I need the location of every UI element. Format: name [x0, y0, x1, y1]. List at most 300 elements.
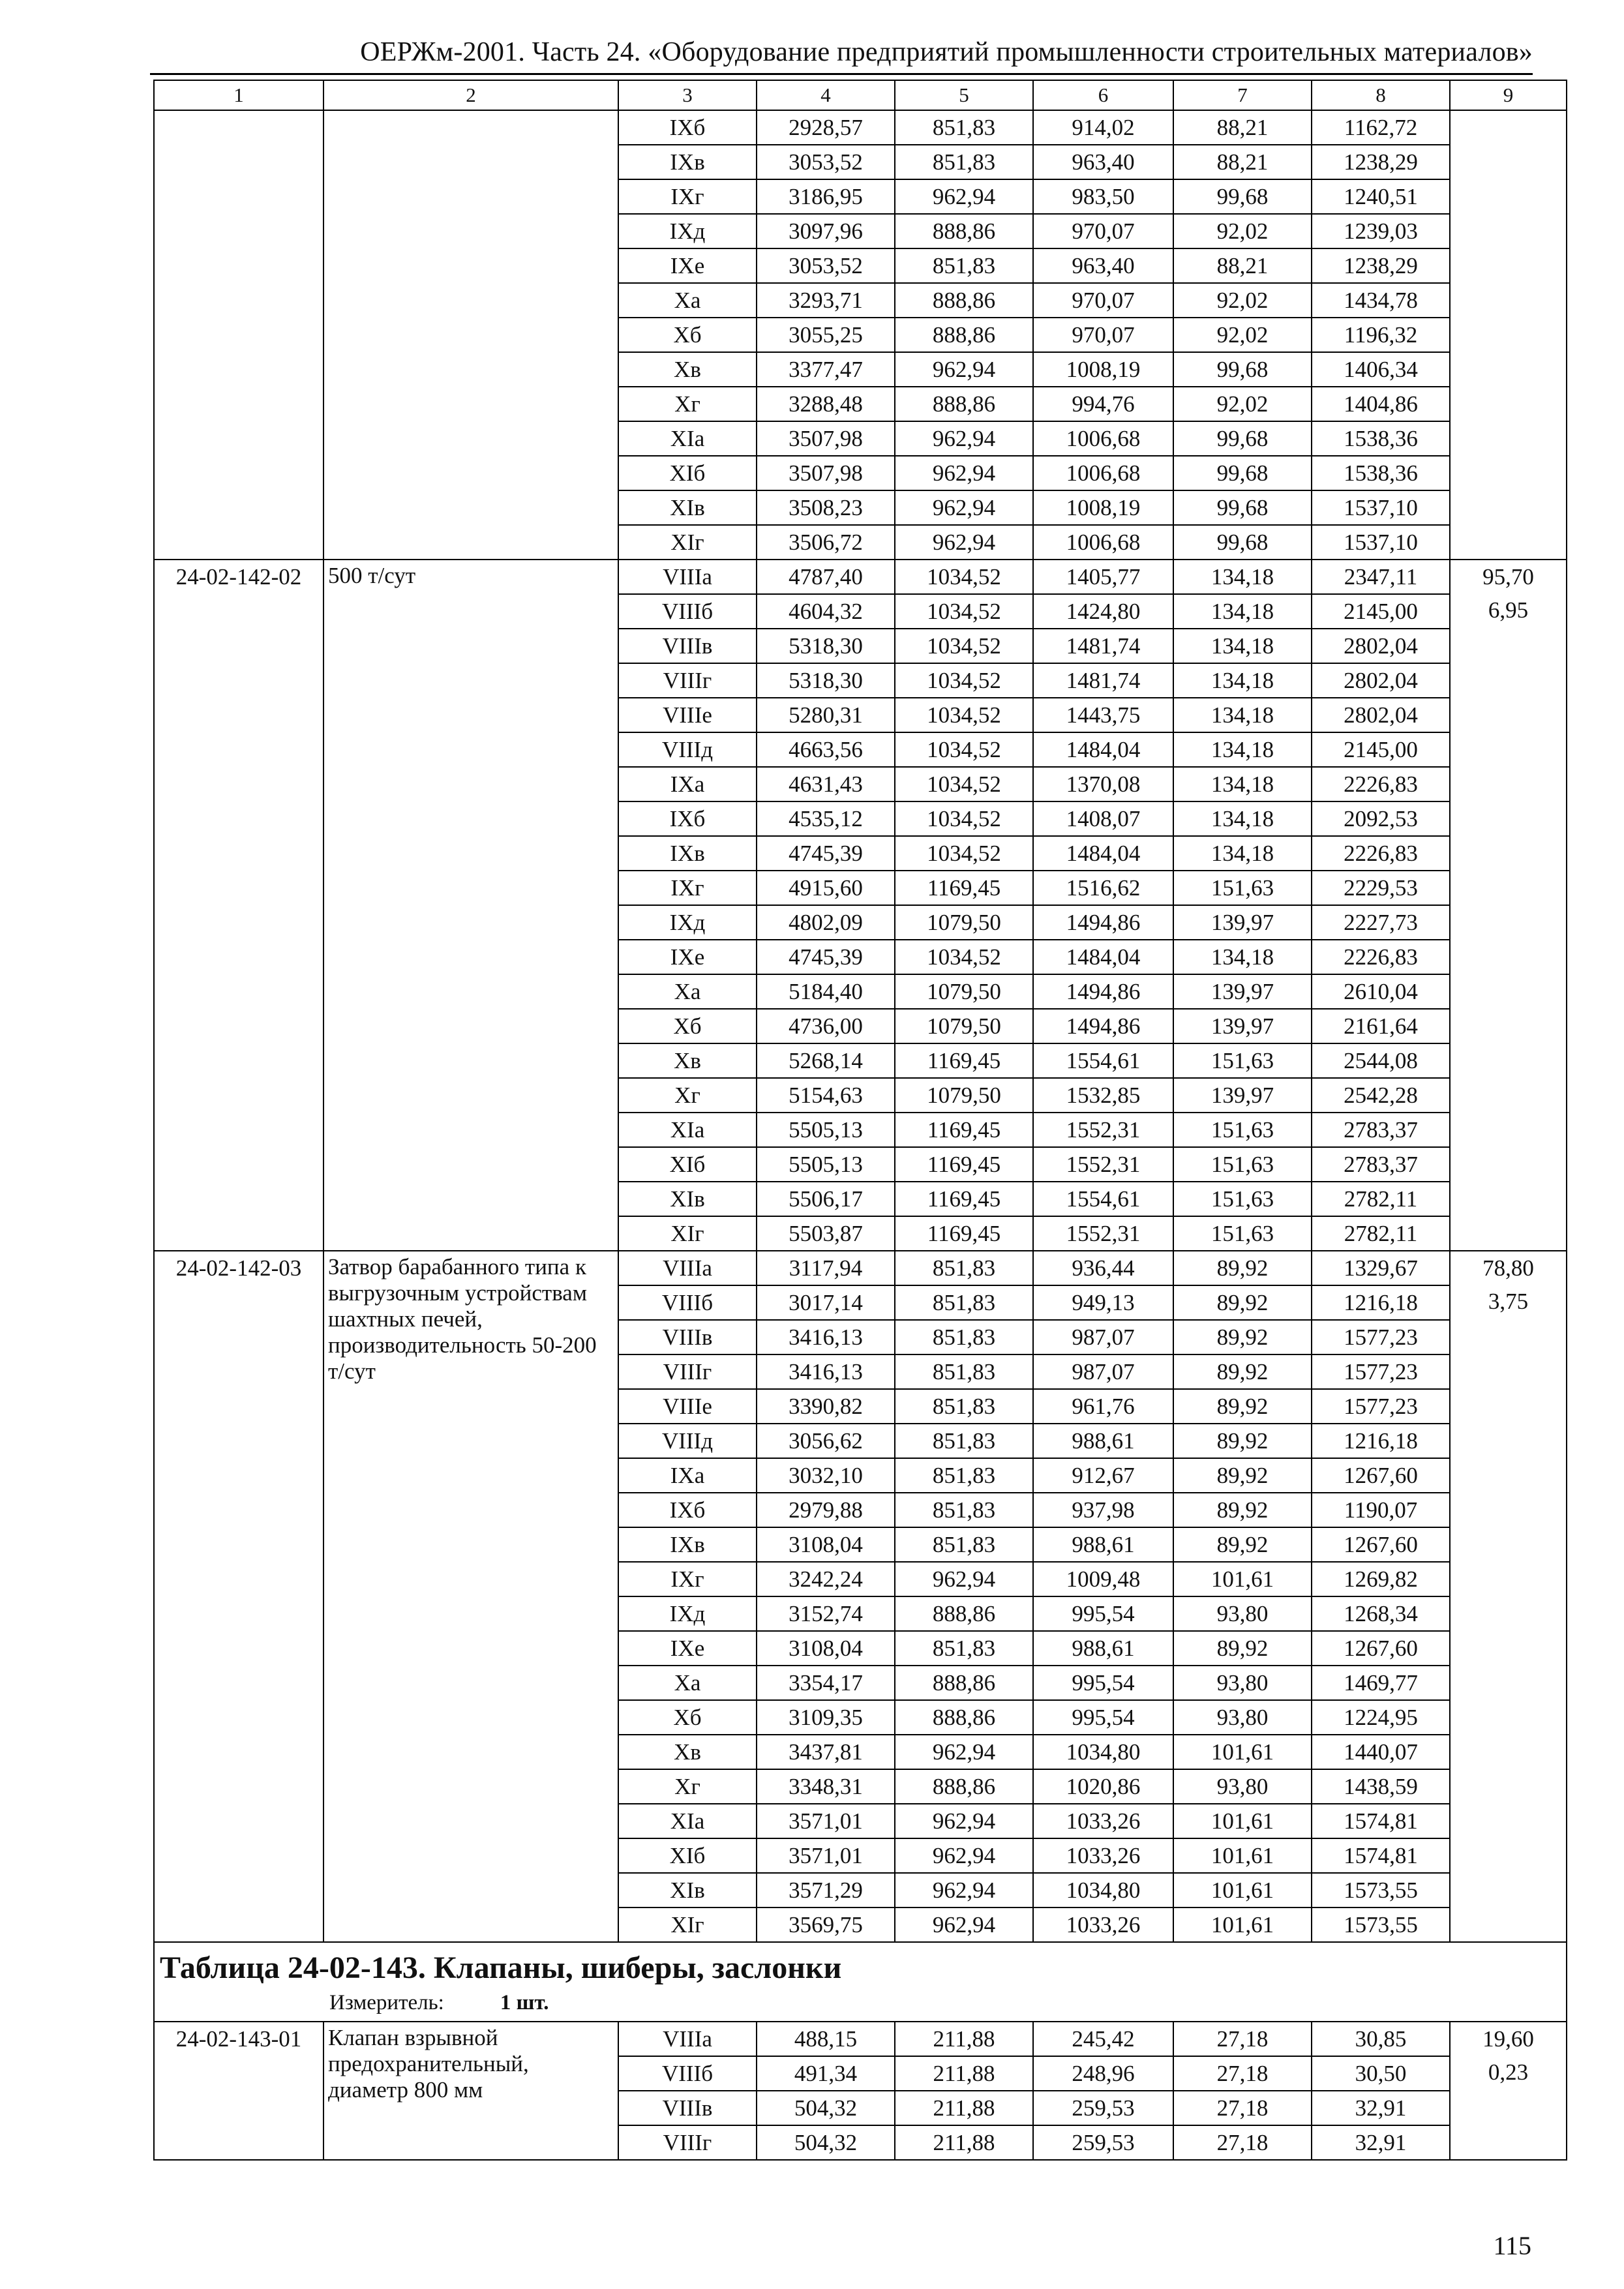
machine-operation: 936,44 [1033, 1251, 1173, 1285]
total-cost: 3186,95 [757, 179, 895, 214]
machine-operation: 1009,48 [1033, 1562, 1173, 1596]
total-cost: 4736,00 [757, 1009, 895, 1043]
machinist-wages: 139,97 [1173, 1078, 1312, 1113]
wages: 1169,45 [895, 1182, 1033, 1216]
machine-operation: 995,54 [1033, 1700, 1173, 1735]
zone-code: XIг [618, 1908, 757, 1942]
materials: 2802,04 [1312, 698, 1450, 732]
machinist-wages: 99,68 [1173, 525, 1312, 560]
machinist-wages: 134,18 [1173, 560, 1312, 594]
zone-code: XIг [618, 1216, 757, 1251]
materials: 1190,07 [1312, 1493, 1450, 1527]
item-name: 500 т/сут [323, 560, 618, 1251]
materials: 1469,77 [1312, 1666, 1450, 1700]
machine-operation: 259,53 [1033, 2091, 1173, 2125]
zone-code: IXв [618, 1527, 757, 1562]
machine-operation: 1424,80 [1033, 594, 1173, 629]
wages: 888,86 [895, 283, 1033, 318]
machine-operation: 949,13 [1033, 1285, 1173, 1320]
wages: 1034,52 [895, 698, 1033, 732]
total-cost: 5318,30 [757, 663, 895, 698]
zone-code: IXб [618, 1493, 757, 1527]
total-cost: 3348,31 [757, 1769, 895, 1804]
total-cost: 3017,14 [757, 1285, 895, 1320]
wages: 1079,50 [895, 905, 1033, 940]
materials: 1216,18 [1312, 1285, 1450, 1320]
machine-operation: 983,50 [1033, 179, 1173, 214]
machine-operation: 987,07 [1033, 1354, 1173, 1389]
total-cost: 3108,04 [757, 1527, 895, 1562]
table-row [154, 110, 1567, 145]
total-cost: 3293,71 [757, 283, 895, 318]
machinist-wages: 101,61 [1173, 1873, 1312, 1908]
zone-code: XIб [618, 1838, 757, 1873]
wages: 851,83 [895, 1527, 1033, 1562]
machine-operation: 1034,80 [1033, 1873, 1173, 1908]
materials: 1538,36 [1312, 421, 1450, 456]
machinist-wages: 151,63 [1173, 1182, 1312, 1216]
zone-code: IXа [618, 767, 757, 801]
materials: 2544,08 [1312, 1043, 1450, 1078]
column-number: 5 [895, 80, 1033, 110]
materials: 2092,53 [1312, 801, 1450, 836]
materials: 1224,95 [1312, 1700, 1450, 1735]
materials: 1268,34 [1312, 1596, 1450, 1631]
machinist-wages: 92,02 [1173, 387, 1312, 421]
materials: 1537,10 [1312, 490, 1450, 525]
wages: 1169,45 [895, 1216, 1033, 1251]
materials: 1162,72 [1312, 110, 1450, 145]
wages: 851,83 [895, 1424, 1033, 1458]
zone-code: Xг [618, 1769, 757, 1804]
wages: 888,86 [895, 1666, 1033, 1700]
total-cost: 4745,39 [757, 940, 895, 974]
labor-workers: 78,80 [1482, 1255, 1534, 1281]
total-cost: 3506,72 [757, 525, 895, 560]
section-title: Таблица 24-02-143. Клапаны, шиберы, заслонки [160, 1951, 842, 1985]
zone-code: IXб [618, 110, 757, 145]
machine-operation: 970,07 [1033, 214, 1173, 248]
materials: 1267,60 [1312, 1631, 1450, 1666]
total-cost: 3508,23 [757, 490, 895, 525]
machine-operation: 1008,19 [1033, 352, 1173, 387]
wages: 851,83 [895, 110, 1033, 145]
total-cost: 5154,63 [757, 1078, 895, 1113]
unit-label: Измеритель: [329, 1991, 444, 2014]
materials: 32,91 [1312, 2091, 1450, 2125]
total-cost: 3053,52 [757, 145, 895, 179]
column-number: 6 [1033, 80, 1173, 110]
wages: 962,94 [895, 1838, 1033, 1873]
zone-code: VIIIд [618, 732, 757, 767]
section-header-row [154, 1942, 1567, 2022]
zone-code: IXд [618, 905, 757, 940]
wages: 211,88 [895, 2091, 1033, 2125]
materials: 1577,23 [1312, 1389, 1450, 1424]
item-name: Клапан взрывной предохранительный, диаметр 800 мм [323, 2022, 618, 2160]
rate-code: 24-02-142-03 [154, 1251, 323, 1942]
total-cost: 5505,13 [757, 1113, 895, 1147]
zone-code: VIIIб [618, 2056, 757, 2091]
machinist-wages: 134,18 [1173, 629, 1312, 663]
labor-costs [1450, 1251, 1567, 1942]
machinist-wages: 151,63 [1173, 1043, 1312, 1078]
total-cost: 3507,98 [757, 421, 895, 456]
total-cost: 4663,56 [757, 732, 895, 767]
zone-code: IXд [618, 214, 757, 248]
column-number: 4 [757, 80, 895, 110]
materials: 1267,60 [1312, 1458, 1450, 1493]
zone-code: XIб [618, 456, 757, 490]
total-cost: 491,34 [757, 2056, 895, 2091]
wages: 851,83 [895, 1285, 1033, 1320]
total-cost: 504,32 [757, 2091, 895, 2125]
machinist-wages: 89,92 [1173, 1389, 1312, 1424]
wages: 962,94 [895, 421, 1033, 456]
machine-operation: 1006,68 [1033, 456, 1173, 490]
wages: 211,88 [895, 2125, 1033, 2160]
zone-code: VIIIа [618, 2022, 757, 2056]
zone-code: XIа [618, 1113, 757, 1147]
zone-code: IXг [618, 871, 757, 905]
wages: 1169,45 [895, 1043, 1033, 1078]
zone-code: XIб [618, 1147, 757, 1182]
materials: 1238,29 [1312, 145, 1450, 179]
total-cost: 504,32 [757, 2125, 895, 2160]
machinist-wages: 89,92 [1173, 1631, 1312, 1666]
machine-operation: 1494,86 [1033, 905, 1173, 940]
machinist-wages: 27,18 [1173, 2125, 1312, 2160]
column-number-row [154, 80, 1567, 110]
materials: 1574,81 [1312, 1804, 1450, 1838]
table-row [154, 2022, 1567, 2056]
materials: 1440,07 [1312, 1735, 1450, 1769]
machine-operation: 1008,19 [1033, 490, 1173, 525]
zone-code: IXе [618, 940, 757, 974]
wages: 851,83 [895, 1458, 1033, 1493]
wages: 851,83 [895, 1251, 1033, 1285]
machinist-wages: 92,02 [1173, 318, 1312, 352]
materials: 1574,81 [1312, 1838, 1450, 1873]
materials: 2161,64 [1312, 1009, 1450, 1043]
machine-operation: 1552,31 [1033, 1216, 1173, 1251]
machinist-wages: 134,18 [1173, 836, 1312, 871]
machinist-wages: 27,18 [1173, 2022, 1312, 2056]
machinist-wages: 101,61 [1173, 1804, 1312, 1838]
wages: 851,83 [895, 1493, 1033, 1527]
labor-costs [1450, 110, 1567, 560]
materials: 1577,23 [1312, 1354, 1450, 1389]
zone-code: IXа [618, 1458, 757, 1493]
wages: 211,88 [895, 2022, 1033, 2056]
total-cost: 2979,88 [757, 1493, 895, 1527]
materials: 2227,73 [1312, 905, 1450, 940]
total-cost: 5268,14 [757, 1043, 895, 1078]
column-number: 3 [618, 80, 757, 110]
total-cost: 3056,62 [757, 1424, 895, 1458]
wages: 962,94 [895, 1908, 1033, 1942]
labor-machinists: 3,75 [1488, 1289, 1529, 1314]
machinist-wages: 134,18 [1173, 732, 1312, 767]
machinist-wages: 89,92 [1173, 1458, 1312, 1493]
machine-operation: 970,07 [1033, 283, 1173, 318]
machinist-wages: 99,68 [1173, 179, 1312, 214]
zone-code: VIIIе [618, 698, 757, 732]
total-cost: 3416,13 [757, 1320, 895, 1354]
total-cost: 5506,17 [757, 1182, 895, 1216]
materials: 2782,11 [1312, 1216, 1450, 1251]
wages: 1169,45 [895, 871, 1033, 905]
machine-operation: 1006,68 [1033, 525, 1173, 560]
machinist-wages: 88,21 [1173, 248, 1312, 283]
wages: 1169,45 [895, 1113, 1033, 1147]
machinist-wages: 88,21 [1173, 110, 1312, 145]
zone-code: IXг [618, 1562, 757, 1596]
column-number: 7 [1173, 80, 1312, 110]
materials: 1196,32 [1312, 318, 1450, 352]
total-cost: 4802,09 [757, 905, 895, 940]
machinist-wages: 27,18 [1173, 2056, 1312, 2091]
machine-operation: 248,96 [1033, 2056, 1173, 2091]
machinist-wages: 92,02 [1173, 214, 1312, 248]
wages: 1079,50 [895, 1078, 1033, 1113]
column-number: 9 [1450, 80, 1567, 110]
zone-code: VIIIб [618, 1285, 757, 1320]
zone-code: IXд [618, 1596, 757, 1631]
machinist-wages: 89,92 [1173, 1424, 1312, 1458]
materials: 1240,51 [1312, 179, 1450, 214]
total-cost: 3152,74 [757, 1596, 895, 1631]
wages: 211,88 [895, 2056, 1033, 2091]
machine-operation: 1552,31 [1033, 1113, 1173, 1147]
machine-operation: 1481,74 [1033, 663, 1173, 698]
machinist-wages: 101,61 [1173, 1735, 1312, 1769]
machine-operation: 1481,74 [1033, 629, 1173, 663]
machine-operation: 1484,04 [1033, 836, 1173, 871]
materials: 30,85 [1312, 2022, 1450, 2056]
total-cost: 3053,52 [757, 248, 895, 283]
zone-code: Xб [618, 1700, 757, 1735]
wages: 1034,52 [895, 836, 1033, 871]
machinist-wages: 93,80 [1173, 1769, 1312, 1804]
wages: 1034,52 [895, 629, 1033, 663]
machine-operation: 1516,62 [1033, 871, 1173, 905]
wages: 888,86 [895, 318, 1033, 352]
column-number: 8 [1312, 80, 1450, 110]
total-cost: 5503,87 [757, 1216, 895, 1251]
labor-costs [1450, 2022, 1567, 2160]
total-cost: 2928,57 [757, 110, 895, 145]
machine-operation: 995,54 [1033, 1666, 1173, 1700]
machinist-wages: 151,63 [1173, 1113, 1312, 1147]
machine-operation: 259,53 [1033, 2125, 1173, 2160]
materials: 1538,36 [1312, 456, 1450, 490]
total-cost: 3108,04 [757, 1631, 895, 1666]
materials: 2145,00 [1312, 594, 1450, 629]
zone-code: XIа [618, 1804, 757, 1838]
zone-code: VIIIб [618, 594, 757, 629]
materials: 30,50 [1312, 2056, 1450, 2091]
zone-code: VIIIе [618, 1389, 757, 1424]
wages: 962,94 [895, 1873, 1033, 1908]
zone-code: IXб [618, 801, 757, 836]
machine-operation: 1033,26 [1033, 1804, 1173, 1838]
materials: 1267,60 [1312, 1527, 1450, 1562]
machine-operation: 1405,77 [1033, 560, 1173, 594]
materials: 2347,11 [1312, 560, 1450, 594]
machinist-wages: 134,18 [1173, 663, 1312, 698]
total-cost: 4604,32 [757, 594, 895, 629]
machinist-wages: 101,61 [1173, 1562, 1312, 1596]
total-cost: 5280,31 [757, 698, 895, 732]
rate-code: 24-02-143-01 [154, 2022, 323, 2160]
wages: 1034,52 [895, 767, 1033, 801]
machine-operation: 988,61 [1033, 1631, 1173, 1666]
total-cost: 4631,43 [757, 767, 895, 801]
labor-costs [1450, 560, 1567, 1251]
machinist-wages: 134,18 [1173, 801, 1312, 836]
wages: 1034,52 [895, 801, 1033, 836]
machinist-wages: 139,97 [1173, 905, 1312, 940]
materials: 2226,83 [1312, 767, 1450, 801]
zone-code: XIа [618, 421, 757, 456]
machine-operation: 1532,85 [1033, 1078, 1173, 1113]
materials: 1573,55 [1312, 1908, 1450, 1942]
materials: 2229,53 [1312, 871, 1450, 905]
machinist-wages: 89,92 [1173, 1320, 1312, 1354]
labor-machinists: 0,23 [1488, 2059, 1529, 2085]
machine-operation: 970,07 [1033, 318, 1173, 352]
materials: 2610,04 [1312, 974, 1450, 1009]
materials: 1577,23 [1312, 1320, 1450, 1354]
machine-operation: 963,40 [1033, 145, 1173, 179]
machinist-wages: 101,61 [1173, 1838, 1312, 1873]
machine-operation: 995,54 [1033, 1596, 1173, 1631]
item-name [323, 110, 618, 560]
machinist-wages: 99,68 [1173, 490, 1312, 525]
zone-code: IXе [618, 248, 757, 283]
zone-code: Xв [618, 1735, 757, 1769]
machinist-wages: 89,92 [1173, 1251, 1312, 1285]
wages: 851,83 [895, 1631, 1033, 1666]
wages: 851,83 [895, 145, 1033, 179]
machinist-wages: 89,92 [1173, 1527, 1312, 1562]
wages: 888,86 [895, 1700, 1033, 1735]
machinist-wages: 151,63 [1173, 1147, 1312, 1182]
zone-code: XIг [618, 525, 757, 560]
machine-operation: 1033,26 [1033, 1838, 1173, 1873]
zone-code: Xв [618, 1043, 757, 1078]
materials: 1239,03 [1312, 214, 1450, 248]
machinist-wages: 139,97 [1173, 974, 1312, 1009]
total-cost: 3097,96 [757, 214, 895, 248]
machinist-wages: 89,92 [1173, 1285, 1312, 1320]
machinist-wages: 134,18 [1173, 698, 1312, 732]
machine-operation: 1408,07 [1033, 801, 1173, 836]
rates-table [153, 80, 1567, 2161]
wages: 1034,52 [895, 594, 1033, 629]
total-cost: 3354,17 [757, 1666, 895, 1700]
machine-operation: 987,07 [1033, 1320, 1173, 1354]
unit-value: 1 шт. [500, 1991, 549, 2014]
total-cost: 3507,98 [757, 456, 895, 490]
zone-code: XIв [618, 1182, 757, 1216]
materials: 1438,59 [1312, 1769, 1450, 1804]
zone-code: IXг [618, 179, 757, 214]
total-cost: 3571,29 [757, 1873, 895, 1908]
machine-operation: 1034,80 [1033, 1735, 1173, 1769]
total-cost: 3109,35 [757, 1700, 895, 1735]
wages: 851,83 [895, 248, 1033, 283]
machinist-wages: 99,68 [1173, 421, 1312, 456]
machine-operation: 1554,61 [1033, 1182, 1173, 1216]
wages: 962,94 [895, 490, 1033, 525]
materials: 1537,10 [1312, 525, 1450, 560]
unit-line [155, 1988, 1566, 2021]
machine-operation: 1370,08 [1033, 767, 1173, 801]
zone-code: IXв [618, 836, 757, 871]
item-name: Затвор барабанного типа к выгрузочным устройствам шахтных печей, производительность 50-200 т/сут [323, 1251, 618, 1942]
machinist-wages: 93,80 [1173, 1666, 1312, 1700]
column-number: 1 [154, 80, 323, 110]
machine-operation: 1552,31 [1033, 1147, 1173, 1182]
zone-code: Xб [618, 318, 757, 352]
machine-operation: 1020,86 [1033, 1769, 1173, 1804]
zone-code: VIIIв [618, 1320, 757, 1354]
machine-operation: 988,61 [1033, 1424, 1173, 1458]
total-cost: 4535,12 [757, 801, 895, 836]
machine-operation: 914,02 [1033, 110, 1173, 145]
machinist-wages: 93,80 [1173, 1700, 1312, 1735]
materials: 1269,82 [1312, 1562, 1450, 1596]
wages: 888,86 [895, 1596, 1033, 1631]
materials: 2802,04 [1312, 629, 1450, 663]
materials: 1216,18 [1312, 1424, 1450, 1458]
machine-operation: 1554,61 [1033, 1043, 1173, 1078]
machine-operation: 963,40 [1033, 248, 1173, 283]
zone-code: Xг [618, 1078, 757, 1113]
total-cost: 3571,01 [757, 1804, 895, 1838]
total-cost: 5505,13 [757, 1147, 895, 1182]
zone-code: VIIIв [618, 629, 757, 663]
wages: 962,94 [895, 352, 1033, 387]
machine-operation: 961,76 [1033, 1389, 1173, 1424]
zone-code: VIIIа [618, 1251, 757, 1285]
table-body [154, 80, 1567, 2160]
zone-code: IXе [618, 1631, 757, 1666]
machinist-wages: 151,63 [1173, 1216, 1312, 1251]
wages: 1169,45 [895, 1147, 1033, 1182]
wages: 888,86 [895, 387, 1033, 421]
materials: 1238,29 [1312, 248, 1450, 283]
total-cost: 3377,47 [757, 352, 895, 387]
total-cost: 3571,01 [757, 1838, 895, 1873]
machinist-wages: 134,18 [1173, 767, 1312, 801]
total-cost: 5184,40 [757, 974, 895, 1009]
machinist-wages: 134,18 [1173, 594, 1312, 629]
wages: 962,94 [895, 1804, 1033, 1838]
machine-operation: 245,42 [1033, 2022, 1173, 2056]
labor-workers: 19,60 [1482, 2026, 1534, 2052]
materials: 2802,04 [1312, 663, 1450, 698]
machine-operation: 1006,68 [1033, 421, 1173, 456]
rate-code: 24-02-142-02 [154, 560, 323, 1251]
header-rule [150, 73, 1533, 75]
materials: 32,91 [1312, 2125, 1450, 2160]
machinist-wages: 89,92 [1173, 1493, 1312, 1527]
materials: 1329,67 [1312, 1251, 1450, 1285]
zone-code: VIIIг [618, 2125, 757, 2160]
